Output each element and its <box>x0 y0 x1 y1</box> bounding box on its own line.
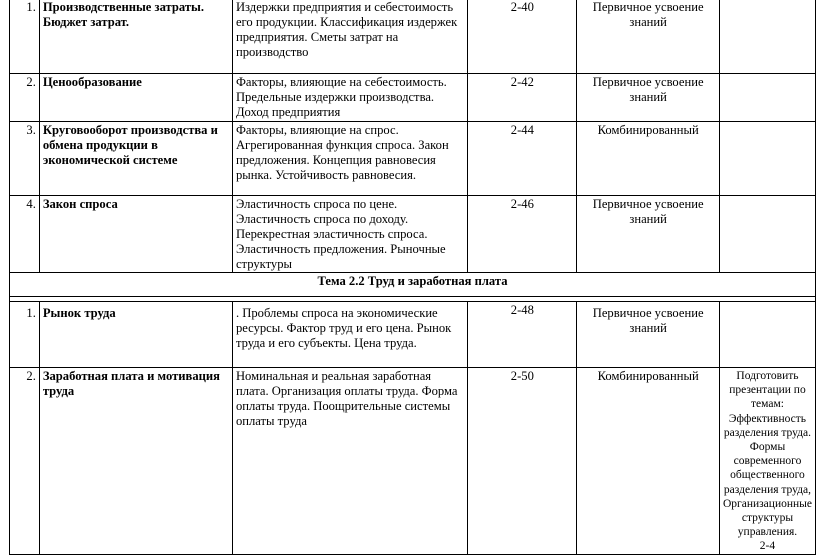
topic-cell: Ценообразование <box>39 74 232 122</box>
lesson-type-cell: Первичное усвоение знаний <box>577 0 720 74</box>
homework-hours: 2-4 <box>759 540 776 553</box>
row-number: 2. <box>10 368 40 555</box>
topic-cell: Заработная плата и мотивация труда <box>39 368 232 555</box>
content-cell: Издержки предприятия и себестоимость его продукции. Классификация издержек предприятия. Сметы затрат на производство <box>232 0 467 74</box>
topic-cell: Производственные затраты. Бюджет затрат. <box>39 0 232 74</box>
homework-cell <box>719 302 815 368</box>
content-cell: Эластичность спроса по цене. Эластичность спроса по доходу. Перекрестная эластичность спроса. Эластичность предложения. Рыночные структуры <box>232 196 467 273</box>
lesson-type-cell: Комбинированный <box>577 368 720 555</box>
lesson-type-cell: Комбинированный <box>577 122 720 196</box>
homework-cell <box>719 0 815 74</box>
row-number: 3. <box>10 122 40 196</box>
lesson-plan-table <box>9 0 816 555</box>
row-number: 2. <box>10 74 40 122</box>
hours-cell: 2-46 <box>468 196 577 273</box>
homework-cell <box>719 74 815 122</box>
row-number: 1. <box>10 302 40 368</box>
hours-cell: 2-48 <box>468 302 577 368</box>
section-row <box>10 273 816 297</box>
hours-cell: 2-40 <box>468 0 577 74</box>
table-row <box>10 122 816 196</box>
homework-cell <box>719 368 815 555</box>
row-number: 4. <box>10 196 40 273</box>
table-row <box>10 302 816 368</box>
section-title: Тема 2.2 Труд и заработная плата <box>10 273 816 297</box>
lesson-type-cell: Первичное усвоение знаний <box>577 196 720 273</box>
content-cell: Номинальная и реальная заработная плата. Организация оплаты труда. Форма оплаты труда. Поощрительные системы оплаты труда <box>232 368 467 555</box>
topic-cell: Круговооборот производства и обмена продукции в экономической системе <box>39 122 232 196</box>
content-cell: . Проблемы спроса на экономические ресурсы. Фактор труд и его цена. Рынок труда и его субъекты. Цена труда. <box>232 302 467 368</box>
lesson-type-cell: Первичное усвоение знаний <box>577 302 720 368</box>
hours-cell: 2-42 <box>468 74 577 122</box>
table-row <box>10 0 816 74</box>
lesson-type-cell: Первичное усвоение знаний <box>577 74 720 122</box>
row-number: 1. <box>10 0 40 74</box>
topic-cell: Рынок труда <box>39 302 232 368</box>
table-row <box>10 368 816 555</box>
homework-cell <box>719 122 815 196</box>
topic-cell: Закон спроса <box>39 196 232 273</box>
homework-cell <box>719 196 815 273</box>
content-cell: Факторы, влияющие на себестоимость. Предельные издержки производства. Доход предприятия <box>232 74 467 122</box>
hours-cell: 2-44 <box>468 122 577 196</box>
table-row <box>10 196 816 273</box>
hours-cell: 2-50 <box>468 368 577 555</box>
content-cell: Факторы, влияющие на спрос. Агрегированная функция спроса. Закон предложения. Концепция равновесия рынка. Устойчивость равновесия. <box>232 122 467 196</box>
table-row <box>10 74 816 122</box>
homework-text: Подготовить презентации по темам: Эффективность разделения труда. Формы современного общественного разделения труда, Организационные структуры управления. <box>722 370 812 539</box>
